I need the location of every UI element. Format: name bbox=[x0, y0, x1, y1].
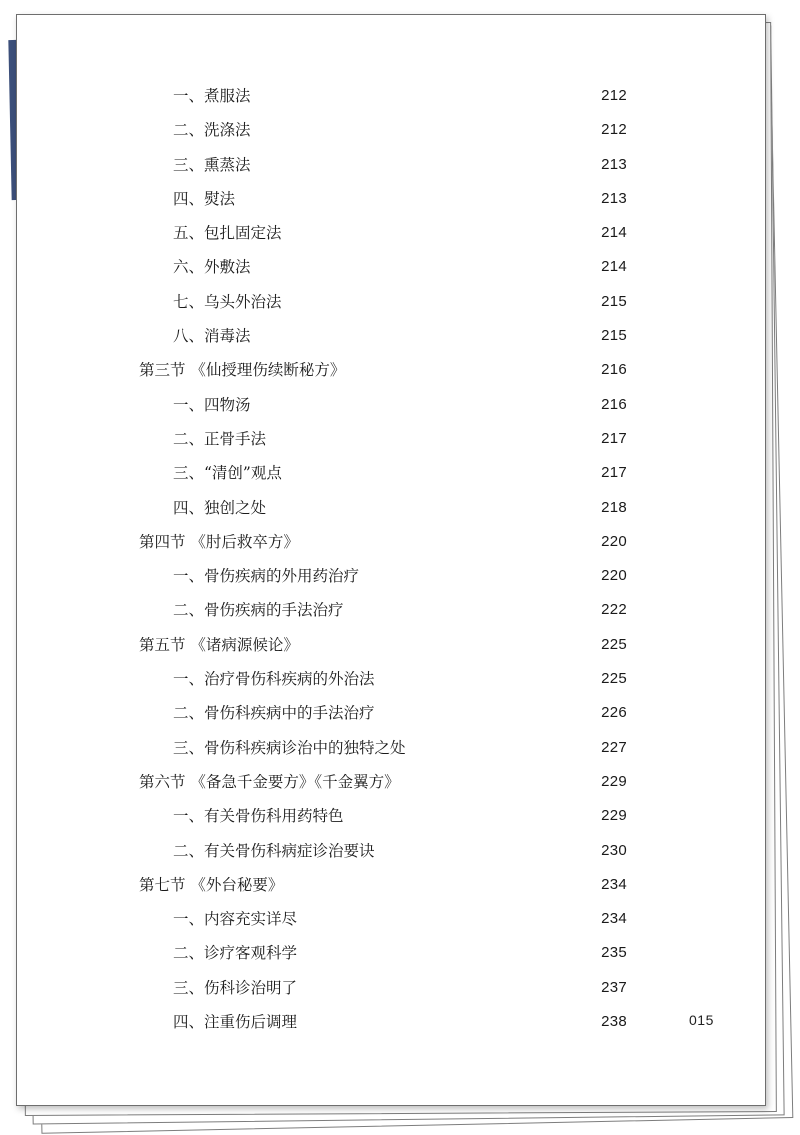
toc-entry-page-number: 212 bbox=[601, 87, 627, 104]
toc-entry-title: 二、有关骨伤科病症诊治要诀 bbox=[173, 841, 375, 860]
toc-section-entry[interactable] bbox=[17, 868, 765, 902]
toc-entry-title: 第四节 《肘后救卒方》 bbox=[139, 532, 299, 551]
page-number: 015 bbox=[689, 1012, 714, 1028]
toc-entry-page-number: 234 bbox=[601, 875, 627, 893]
toc-subsection-entry[interactable] bbox=[17, 148, 765, 182]
toc-entry-title: 一、内容充实详尽 bbox=[173, 910, 298, 929]
toc-entry-title: 二、诊疗客观科学 bbox=[173, 944, 298, 963]
toc-subsection-entry[interactable] bbox=[17, 559, 765, 593]
toc-entry-title: 六、外敷法 bbox=[173, 258, 251, 277]
toc-entry-page-number: 214 bbox=[601, 224, 627, 242]
toc-entry-title: 第五节 《诸病源候论》 bbox=[139, 635, 299, 654]
toc-section-entry[interactable] bbox=[17, 765, 765, 799]
toc-subsection-entry[interactable] bbox=[17, 182, 765, 216]
toc-entry-title: 二、骨伤科疾病中的手法治疗 bbox=[173, 704, 375, 723]
toc-subsection-entry[interactable] bbox=[17, 696, 765, 730]
toc-entry-title: 三、熏蒸法 bbox=[173, 155, 251, 174]
toc-entry-page-number: 235 bbox=[601, 944, 627, 962]
toc-entry-title: 三、“清创”观点 bbox=[173, 464, 282, 483]
toc-entry-page-number: 213 bbox=[601, 189, 627, 207]
toc-section-entry[interactable] bbox=[17, 353, 765, 387]
toc-entry-page-number: 227 bbox=[601, 738, 627, 756]
toc-entry-title: 四、独创之处 bbox=[173, 498, 267, 517]
toc-entry-page-number: 229 bbox=[601, 807, 627, 825]
toc-subsection-entry[interactable] bbox=[17, 456, 765, 490]
toc-subsection-entry[interactable] bbox=[17, 285, 765, 319]
toc-entry-page-number: 220 bbox=[601, 532, 627, 550]
toc-subsection-entry[interactable] bbox=[17, 971, 765, 1005]
toc-subsection-entry[interactable] bbox=[17, 834, 765, 868]
toc-entry-title: 二、洗涤法 bbox=[173, 121, 251, 140]
toc-entry-title: 第三节 《仙授理伤续断秘方》 bbox=[139, 361, 346, 380]
toc-subsection-entry[interactable] bbox=[17, 113, 765, 147]
toc-entry-title: 八、消毒法 bbox=[173, 327, 251, 346]
toc-entry-title: 一、治疗骨伤科疾病的外治法 bbox=[173, 670, 375, 689]
toc-entry-page-number: 215 bbox=[601, 292, 627, 310]
toc-entry-page-number: 220 bbox=[601, 567, 627, 585]
toc-entry-title: 二、正骨手法 bbox=[173, 429, 267, 448]
toc-entry-title: 一、骨伤疾病的外用药治疗 bbox=[173, 567, 360, 586]
toc-entry-title: 一、有关骨伤科用药特色 bbox=[173, 807, 344, 826]
toc-subsection-entry[interactable] bbox=[17, 388, 765, 422]
toc-entry-page-number: 222 bbox=[601, 601, 627, 619]
toc-entry-title: 四、熨法 bbox=[173, 189, 236, 208]
toc-entry-page-number: 216 bbox=[601, 361, 627, 379]
toc-entry-page-number: 238 bbox=[601, 1013, 627, 1031]
toc-entry-title: 第七节 《外台秘要》 bbox=[139, 875, 284, 894]
toc-entry-title: 一、煮服法 bbox=[173, 87, 251, 105]
toc-entry-title: 三、伤科诊治明了 bbox=[173, 978, 298, 997]
toc-subsection-entry[interactable] bbox=[17, 662, 765, 696]
toc-entry-title: 四、注重伤后调理 bbox=[173, 1013, 298, 1032]
toc-entry-page-number: 217 bbox=[601, 429, 627, 447]
toc-subsection-entry[interactable] bbox=[17, 319, 765, 353]
toc-entry-page-number: 216 bbox=[601, 395, 627, 413]
toc-subsection-entry[interactable] bbox=[17, 799, 765, 833]
toc-entry-page-number: 218 bbox=[601, 498, 627, 516]
toc-entry-page-number: 229 bbox=[601, 772, 627, 790]
toc-subsection-entry[interactable] bbox=[17, 936, 765, 970]
toc-entry-page-number: 212 bbox=[601, 121, 627, 139]
toc-section-entry[interactable] bbox=[17, 628, 765, 662]
toc-subsection-entry[interactable] bbox=[17, 250, 765, 284]
toc-entry-page-number: 215 bbox=[601, 327, 627, 345]
toc-entry-page-number: 234 bbox=[601, 910, 627, 928]
toc-entry-title: 二、骨伤疾病的手法治疗 bbox=[173, 601, 344, 620]
toc-entry-title: 三、骨伤科疾病诊治中的独特之处 bbox=[173, 738, 406, 757]
toc-entry-title: 七、乌头外治法 bbox=[173, 292, 282, 311]
toc-entry-page-number: 225 bbox=[601, 635, 627, 653]
toc-subsection-entry[interactable] bbox=[17, 902, 765, 936]
toc-entry-page-number: 213 bbox=[601, 155, 627, 173]
toc-entry-page-number: 226 bbox=[601, 704, 627, 722]
toc-subsection-entry[interactable] bbox=[17, 491, 765, 525]
toc-entry-page-number: 237 bbox=[601, 978, 627, 996]
table-of-contents bbox=[17, 79, 765, 1039]
toc-entry-page-number: 214 bbox=[601, 258, 627, 276]
document-page bbox=[16, 14, 766, 1106]
toc-section-entry[interactable] bbox=[17, 525, 765, 559]
toc-subsection-entry[interactable] bbox=[17, 731, 765, 765]
toc-subsection-entry[interactable] bbox=[17, 1005, 765, 1039]
toc-entry-title: 第六节 《备急千金要方》《千金翼方》 bbox=[139, 772, 400, 791]
toc-subsection-entry[interactable] bbox=[17, 593, 765, 627]
toc-entry-page-number: 225 bbox=[601, 670, 627, 688]
toc-entry-title: 五、包扎固定法 bbox=[173, 224, 282, 243]
toc-subsection-entry[interactable] bbox=[17, 422, 765, 456]
toc-subsection-entry[interactable] bbox=[17, 79, 765, 113]
toc-entry-title: 一、四物汤 bbox=[173, 395, 251, 414]
toc-subsection-entry[interactable] bbox=[17, 216, 765, 250]
toc-entry-page-number: 217 bbox=[601, 464, 627, 482]
toc-entry-page-number: 230 bbox=[601, 841, 627, 859]
